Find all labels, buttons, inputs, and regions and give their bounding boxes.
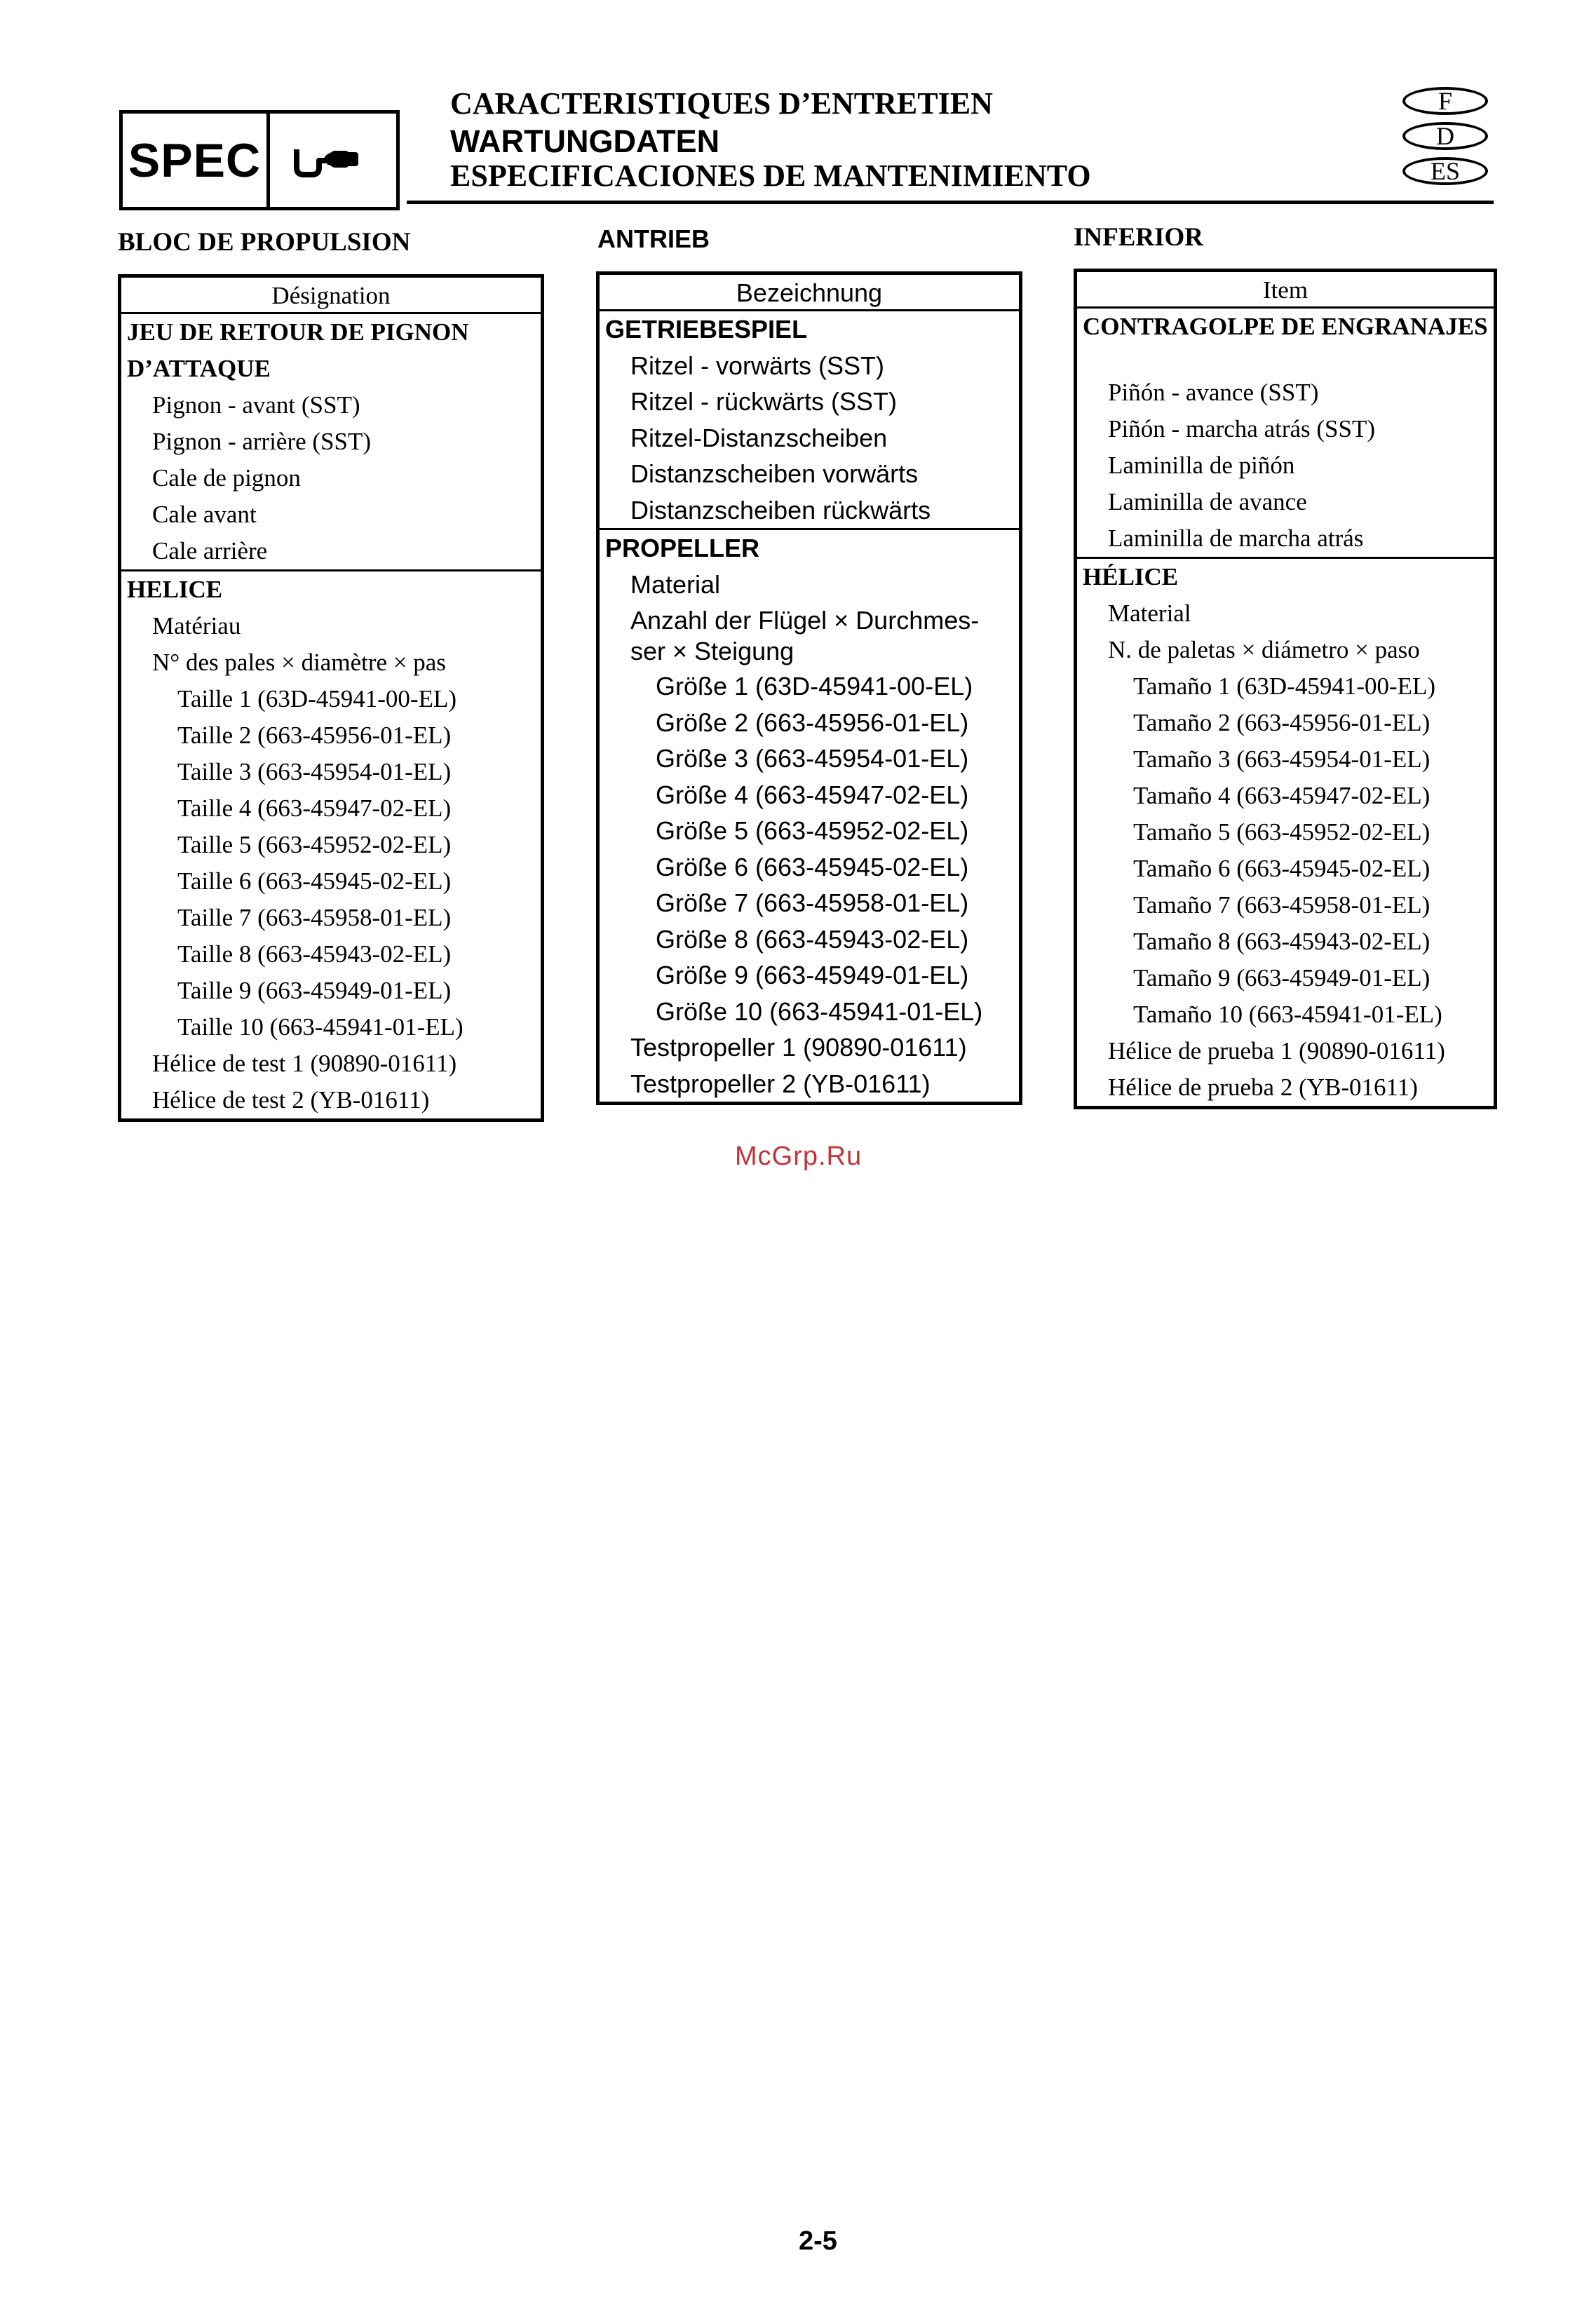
header-rule bbox=[407, 201, 1494, 204]
list-item: Pignon - avant (SST) bbox=[152, 391, 360, 419]
title-german: WARTUNGDATEN bbox=[450, 123, 720, 159]
list-item: Taille 4 (663-45947-02-EL) bbox=[177, 794, 452, 822]
list-item: Cale arrière bbox=[152, 537, 268, 564]
section-propeller bbox=[1077, 557, 1494, 1106]
list-item: Anzahl der Flügel × Durchmes- ser × Steigung bbox=[630, 606, 980, 665]
list-item: Testpropeller 2 (YB-01611) bbox=[630, 1069, 931, 1098]
list-item: Tamaño 10 (663-45941-01-EL) bbox=[1133, 1001, 1442, 1028]
spec-label: SPEC bbox=[123, 114, 270, 207]
list-item: Taille 5 (663-45952-02-EL) bbox=[177, 831, 452, 858]
column-header: Bezeichnung bbox=[600, 275, 1019, 311]
spec-table-de bbox=[596, 271, 1022, 1105]
list-item: Tamaño 8 (663-45943-02-EL) bbox=[1133, 928, 1431, 955]
title-french: CARACTERISTIQUES D’ENTRETIEN bbox=[450, 86, 993, 121]
list-item: Taille 1 (63D-45941-00-EL) bbox=[177, 685, 457, 712]
spec-table-fr bbox=[118, 274, 544, 1122]
section-backlash bbox=[600, 311, 1019, 528]
list-item: Testpropeller 1 (90890-01611) bbox=[630, 1033, 967, 1062]
section-heading-es: INFERIOR bbox=[1074, 223, 1204, 252]
section-propeller bbox=[121, 569, 541, 1118]
section-title: PROPELLER bbox=[605, 534, 760, 562]
list-item: N° des pales × diamètre × pas bbox=[152, 649, 446, 676]
list-item: Tamaño 1 (63D-45941-00-EL) bbox=[1133, 672, 1436, 700]
watermark-link[interactable]: McGrp.Ru bbox=[735, 1142, 863, 1171]
propeller-shaft-icon bbox=[270, 114, 396, 207]
list-item: Größe 4 (663-45947-02-EL) bbox=[656, 780, 969, 809]
spec-badge bbox=[119, 110, 400, 210]
section-title: JEU DE RETOUR DE PIGNON bbox=[127, 318, 469, 346]
column-header: Item bbox=[1077, 272, 1494, 309]
list-item: Tamaño 4 (663-45947-02-EL) bbox=[1133, 782, 1431, 809]
section-backlash bbox=[121, 314, 541, 569]
list-item: Ritzel - vorwärts (SST) bbox=[630, 351, 885, 380]
column-header: Désignation bbox=[121, 278, 541, 314]
list-item: Cale de pignon bbox=[152, 464, 301, 492]
list-item: N. de paletas × diámetro × paso bbox=[1108, 636, 1420, 663]
list-item: Tamaño 3 (663-45954-01-EL) bbox=[1133, 745, 1431, 773]
list-item: Größe 2 (663-45956-01-EL) bbox=[656, 708, 969, 737]
list-item: Tamaño 7 (663-45958-01-EL) bbox=[1133, 891, 1431, 919]
list-item: Piñón - marcha atrás (SST) bbox=[1108, 415, 1376, 442]
list-item: Größe 3 (663-45954-01-EL) bbox=[656, 744, 969, 773]
list-item: Tamaño 5 (663-45952-02-EL) bbox=[1133, 818, 1431, 846]
list-item: Ritzel - rückwärts (SST) bbox=[630, 387, 898, 416]
list-item: Hélice de prueba 2 (YB-01611) bbox=[1108, 1074, 1418, 1101]
list-item: Taille 8 (663-45943-02-EL) bbox=[177, 940, 452, 968]
language-badge-f: F bbox=[1402, 87, 1488, 115]
section-heading-fr: BLOC DE PROPULSION bbox=[118, 228, 411, 257]
list-item: Material bbox=[1108, 600, 1191, 627]
list-item: Größe 8 (663-45943-02-EL) bbox=[656, 924, 969, 954]
list-item: Distanzscheiben rückwärts bbox=[630, 495, 931, 525]
list-item: Tamaño 2 (663-45956-01-EL) bbox=[1133, 709, 1431, 736]
list-item: Laminilla de marcha atrás bbox=[1108, 525, 1364, 552]
list-item: Größe 10 (663-45941-01-EL) bbox=[656, 996, 983, 1026]
section-title: GETRIEBESPIEL bbox=[605, 315, 808, 344]
list-item: Größe 9 (663-45949-01-EL) bbox=[656, 961, 969, 989]
list-item: Taille 6 (663-45945-02-EL) bbox=[177, 867, 452, 895]
list-item: Material bbox=[630, 569, 721, 599]
section-heading-de: ANTRIEB bbox=[597, 224, 710, 253]
section-title: HELICE bbox=[127, 576, 223, 603]
list-item: Taille 2 (663-45956-01-EL) bbox=[177, 722, 452, 749]
list-item: Taille 7 (663-45958-01-EL) bbox=[177, 904, 452, 931]
list-item: Hélice de test 2 (YB-01611) bbox=[152, 1086, 430, 1114]
list-item: Laminilla de avance bbox=[1108, 488, 1307, 515]
list-item: Taille 3 (663-45954-01-EL) bbox=[177, 758, 452, 785]
list-item: Matériau bbox=[152, 612, 241, 640]
list-item: Distanzscheiben vorwärts bbox=[630, 459, 919, 488]
title-spanish: ESPECIFICACIONES DE MANTENIMIENTO bbox=[450, 158, 1091, 193]
section-title: CONTRAGOLPE DE ENGRANAJES bbox=[1083, 313, 1488, 340]
list-item: Größe 5 (663-45952-02-EL) bbox=[656, 816, 969, 845]
language-badge-d: D bbox=[1402, 122, 1488, 150]
list-item: Größe 1 (63D-45941-00-EL) bbox=[656, 672, 973, 701]
list-item: Größe 6 (663-45945-02-EL) bbox=[656, 852, 969, 881]
list-item: Pignon - arrière (SST) bbox=[152, 428, 372, 455]
list-item: Hélice de test 1 (90890-01611) bbox=[152, 1050, 457, 1077]
list-item: Größe 7 (663-45958-01-EL) bbox=[656, 888, 969, 917]
list-item: Piñón - avance (SST) bbox=[1108, 379, 1319, 406]
section-propeller bbox=[600, 528, 1019, 1102]
section-backlash bbox=[1077, 309, 1494, 557]
list-item: Ritzel-Distanzscheiben bbox=[630, 423, 888, 452]
list-item: Taille 9 (663-45949-01-EL) bbox=[177, 977, 452, 1004]
list-item: Taille 10 (663-45941-01-EL) bbox=[177, 1013, 464, 1041]
page-number: 2-5 bbox=[799, 2226, 837, 2256]
spec-table-es bbox=[1074, 269, 1497, 1109]
list-item: Tamaño 9 (663-45949-01-EL) bbox=[1133, 964, 1431, 992]
section-title: D’ATTAQUE bbox=[127, 355, 271, 382]
language-badge-es: ES bbox=[1402, 157, 1488, 185]
section-title: HÉLICE bbox=[1083, 563, 1179, 590]
list-item: Hélice de prueba 1 (90890-01611) bbox=[1108, 1037, 1445, 1064]
list-item: Tamaño 6 (663-45945-02-EL) bbox=[1133, 855, 1431, 882]
list-item: Cale avant bbox=[152, 501, 257, 528]
list-item: Laminilla de piñón bbox=[1108, 452, 1295, 479]
